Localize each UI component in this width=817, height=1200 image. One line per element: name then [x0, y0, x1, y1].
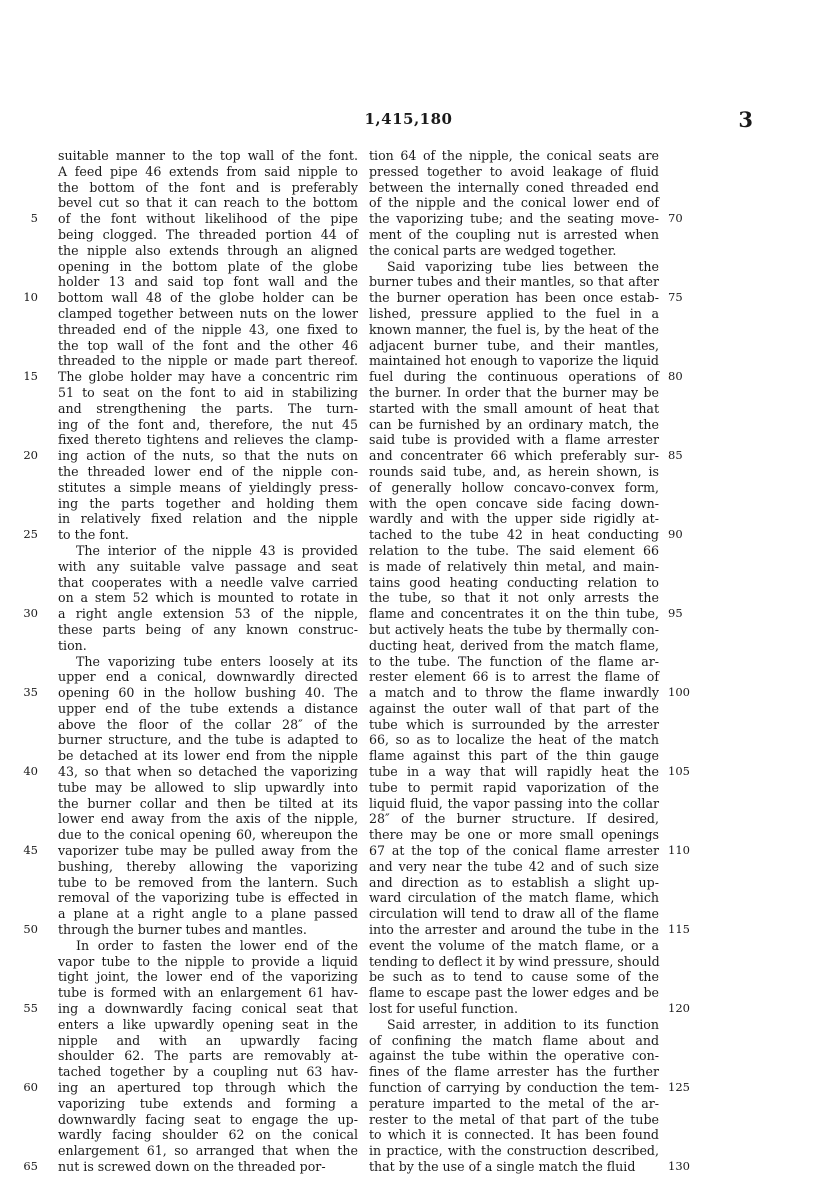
text-line: bevel cut so that it can reach to the bottom — [58, 195, 358, 211]
text-line: is made of relatively thin metal, and main- — [369, 558, 659, 574]
text-line: tending to deflect it by wind pressure, should — [369, 953, 660, 969]
text-line: being clogged. The threaded portion 44 of — [58, 226, 358, 242]
text-line: on a stem 52 which is mounted to rotate in — [58, 590, 358, 606]
text-line: The interior of the nipple 43 is provided — [76, 542, 358, 558]
text-line: the vaporizing tube; and the seating move- — [369, 211, 659, 227]
text-line: Said vaporizing tube lies between the — [387, 258, 659, 274]
text-line: vaporizing tube extends and forming a — [58, 1095, 358, 1111]
text-line: ing a downwardly facing conical seat that — [58, 1001, 358, 1017]
text-line: suitable manner to the top wall of the font. — [58, 148, 358, 163]
text-line: to the tube. The function of the flame ar- — [369, 653, 659, 669]
line-number: 80 — [668, 369, 683, 384]
line-number: 90 — [668, 527, 683, 542]
text-line: the conical parts are wedged together. — [369, 242, 617, 258]
text-line: event the volume of the match flame, or a — [369, 937, 659, 953]
text-line: clamped together between nuts on the lower — [58, 305, 358, 321]
text-line: in practice, with the construction described, — [369, 1143, 659, 1159]
text-line: bottom wall 48 of the globe holder can be — [58, 290, 358, 306]
text-line: tube is formed with an enlargement 61 hav- — [58, 985, 358, 1001]
text-line: and direction as to establish a slight up- — [369, 874, 659, 890]
text-line: rester to the metal of that part of the tube — [369, 1111, 659, 1127]
text-line: a right angle extension 53 of the nipple, — [58, 606, 358, 622]
text-line: bushing, thereby allowing the vaporizing — [58, 858, 358, 874]
text-line: in relatively fixed relation and the nipple — [58, 511, 358, 527]
line-number: 95 — [668, 606, 683, 621]
page-number: 3 — [738, 107, 753, 132]
text-line: downwardly facing seat to engage the up- — [58, 1111, 358, 1127]
text-line: known manner, the fuel is, by the heat of the — [369, 321, 659, 337]
text-line: The vaporizing tube enters loosely at its — [76, 653, 358, 669]
text-line: flame to escape past the lower edges and be — [369, 985, 659, 1001]
line-number: 70 — [668, 211, 683, 226]
text-line: relation to the tube. The said element 66 — [369, 542, 659, 558]
text-line: with the open concave side facing down- — [369, 495, 659, 511]
text-line: Said arrester, in addition to its function — [387, 1016, 659, 1032]
text-line: but actively heats the tube by thermally con- — [369, 621, 659, 637]
text-line: that by the use of a single match the fluid — [369, 1159, 636, 1174]
text-line: holder 13 and said top font wall and the — [58, 274, 358, 290]
text-line: through the burner tubes and mantles. — [58, 922, 307, 938]
text-line: to the font. — [58, 527, 129, 543]
text-line: there may be one or more small openings — [369, 827, 659, 843]
line-number: 115 — [668, 922, 690, 937]
text-line: threaded to the nipple or made part thereof. — [58, 353, 358, 369]
patent-number: 1,415,180 — [364, 110, 453, 128]
text-line: tube to be removed from the lantern. Such — [58, 874, 358, 890]
text-line: fines of the flame arrester has the further — [369, 1064, 659, 1080]
text-line: lower end away from the axis of the nipple, — [58, 811, 358, 827]
text-line: the burner. In order that the burner may be — [369, 384, 659, 400]
text-line: of the nipple and the conical lower end of — [369, 195, 659, 211]
text-line: 51 to seat on the font to aid in stabilizing — [58, 384, 358, 400]
text-line: A feed pipe 46 extends from said nipple to — [58, 163, 358, 179]
text-line: tached to the tube 42 in heat conducting — [369, 527, 659, 543]
text-line: ment of the coupling nut is arrested when — [369, 226, 659, 242]
line-number: 130 — [668, 1159, 690, 1174]
text-line: lost for useful function. — [369, 1001, 518, 1017]
text-line: be detached at its lower end from the nipple — [58, 748, 358, 764]
text-line: tube may be allowed to slip upwardly into — [58, 779, 358, 795]
line-number: 105 — [668, 764, 690, 779]
text-line: fixed thereto tightens and relieves the clamp- — [58, 432, 358, 448]
text-line: enters a like upwardly opening seat in the — [58, 1016, 358, 1032]
text-line: tight joint, the lower end of the vaporizing — [58, 969, 358, 985]
text-line: rounds said tube, and, as herein shown, is — [369, 463, 659, 479]
text-line: against the outer wall of that part of the — [369, 700, 659, 716]
text-line: 28″ of the burner structure. If desired, — [369, 811, 659, 827]
text-line: due to the conical opening 60, whereupon the — [58, 827, 358, 843]
text-line: flame and concentrates it on the thin tube, — [369, 606, 659, 622]
text-line: tube to permit rapid vaporization of the — [369, 779, 659, 795]
text-line: The globe holder may have a concentric rim — [58, 369, 358, 385]
text-line: opening in the bottom plate of the globe — [58, 258, 358, 274]
text-line: and concentrater 66 which preferably sur- — [369, 448, 659, 464]
text-line: flame against this part of the thin gauge — [369, 748, 659, 764]
right-column — [369, 148, 659, 1175]
text-line: ing an apertured top through which the — [58, 1080, 358, 1096]
text-line: above the floor of the collar 28″ of the — [58, 716, 358, 732]
text-line: wardly facing shoulder 62 on the conical — [58, 1127, 358, 1143]
line-number: 20 — [23, 448, 38, 463]
text-line: ward circulation of the match flame, which — [369, 890, 659, 906]
text-line: be such as to tend to cause some of the — [369, 969, 659, 985]
left-column — [58, 148, 358, 1175]
text-line: ing action of the nuts, so that the nuts on — [58, 448, 358, 464]
text-line: 43, so that when so detached the vaporizing — [58, 764, 358, 780]
text-line: that cooperates with a needle valve carried — [58, 574, 358, 590]
line-number: 15 — [23, 369, 38, 384]
line-number: 25 — [23, 527, 38, 542]
line-number: 75 — [668, 290, 683, 305]
text-line: lished, pressure applied to the fuel in a — [369, 305, 659, 321]
text-line: maintained hot enough to vaporize the liquid — [369, 353, 659, 369]
text-line: the burner collar and then be tilted at its — [58, 795, 358, 811]
text-line: tains good heating conducting relation to — [369, 574, 659, 590]
text-line: the tube, so that it not only arrests the — [369, 590, 659, 606]
text-line: opening 60 in the hollow bushing 40. The — [58, 685, 358, 701]
text-line: upper end a conical, downwardly directed — [58, 669, 358, 685]
text-line: threaded end of the nipple 43, one fixed to — [58, 321, 358, 337]
text-line: tached together by a coupling nut 63 hav- — [58, 1064, 358, 1080]
text-line: In order to fasten the lower end of the — [76, 937, 358, 953]
text-line: adjacent burner tube, and their mantles, — [369, 337, 659, 353]
line-number: 50 — [23, 922, 38, 937]
text-line: the top wall of the font and the other 46 — [58, 337, 358, 353]
text-line: with any suitable valve passage and seat — [58, 558, 358, 574]
line-number: 65 — [23, 1159, 38, 1174]
text-line: the nipple also extends through an aligned — [58, 242, 358, 258]
text-line: liquid fluid, the vapor passing into the collar — [369, 795, 659, 811]
line-number: 45 — [23, 843, 38, 858]
text-line: circulation will tend to draw all of the flame — [369, 906, 659, 922]
line-number: 60 — [23, 1080, 38, 1095]
page-header — [0, 107, 817, 134]
text-line: tion 64 of the nipple, the conical seats are — [369, 148, 659, 163]
text-line: started with the small amount of heat that — [369, 400, 659, 416]
line-number: 125 — [668, 1080, 690, 1095]
text-line: stitutes a simple means of yieldingly press- — [58, 479, 358, 495]
text-line: function of carrying by conduction the tem- — [369, 1080, 659, 1096]
text-line: of the font without likelihood of the pipe — [58, 211, 358, 227]
text-line: said tube is provided with a flame arrester — [369, 432, 659, 448]
text-line: to which it is connected. It has been found — [369, 1127, 659, 1143]
text-line: ing of the font and, therefore, the nut 45 — [58, 416, 358, 432]
text-line: and very near the tube 42 and of such size — [369, 858, 659, 874]
text-line: vapor tube to the nipple to provide a liquid — [58, 953, 358, 969]
text-line: a plane at a right angle to a plane passed — [58, 906, 358, 922]
text-line: can be furnished by an ordinary match, the — [369, 416, 659, 432]
text-line: these parts being of any known construc- — [58, 621, 358, 637]
text-line: burner structure, and the tube is adapted to — [58, 732, 358, 748]
text-line: and strengthening the parts. The turn- — [58, 400, 358, 416]
text-line: enlargement 61, so arranged that when the — [58, 1143, 358, 1159]
line-number: 100 — [668, 685, 690, 700]
text-line: into the arrester and around the tube in the — [369, 922, 659, 938]
line-number: 10 — [23, 290, 38, 305]
text-line: against the tube within the operative con- — [369, 1048, 659, 1064]
text-line: wardly and with the upper side rigidly at- — [369, 511, 659, 527]
text-line: the burner operation has been once estab- — [369, 290, 659, 306]
text-line: the threaded lower end of the nipple con- — [58, 463, 358, 479]
text-line: removal of the vaporizing tube is effected in — [58, 890, 358, 906]
line-number: 35 — [23, 685, 38, 700]
text-line: ing the parts together and holding them — [58, 495, 358, 511]
text-line: 66, so as to localize the heat of the match — [369, 732, 659, 748]
text-line: of generally hollow concavo-convex form, — [369, 479, 659, 495]
text-line: upper end of the tube extends a distance — [58, 700, 358, 716]
line-number: 5 — [30, 211, 38, 226]
text-line: fuel during the continuous operations of — [369, 369, 659, 385]
text-line: tube which is surrounded by the arrester — [369, 716, 659, 732]
line-number: 110 — [668, 843, 690, 858]
text-line: vaporizer tube may be pulled away from the — [58, 843, 358, 859]
text-line: nut is screwed down on the threaded por- — [58, 1159, 326, 1174]
line-number: 30 — [23, 606, 38, 621]
text-line: a match and to throw the flame inwardly — [369, 685, 659, 701]
text-line: tion. — [58, 637, 87, 653]
line-number: 40 — [23, 764, 38, 779]
text-line: ducting heat, derived from the match flame, — [369, 637, 659, 653]
line-number: 55 — [23, 1001, 38, 1016]
text-line: perature imparted to the metal of the ar- — [369, 1095, 659, 1111]
text-line: of confining the match flame about and — [369, 1032, 659, 1048]
text-line: 67 at the top of the conical flame arrester — [369, 843, 659, 859]
text-line: the bottom of the font and is preferably — [58, 179, 358, 195]
text-line: tube in a way that will rapidly heat the — [369, 764, 659, 780]
text-line: nipple and with an upwardly facing — [58, 1032, 358, 1048]
text-line: rester element 66 is to arrest the flame of — [369, 669, 659, 685]
text-line: pressed together to avoid leakage of fluid — [369, 163, 659, 179]
text-line: shoulder 62. The parts are removably at- — [58, 1048, 358, 1064]
line-number: 85 — [668, 448, 683, 463]
text-line: between the internally coned threaded end — [369, 179, 659, 195]
text-line: burner tubes and their mantles, so that after — [369, 274, 659, 290]
line-number: 120 — [668, 1001, 690, 1016]
